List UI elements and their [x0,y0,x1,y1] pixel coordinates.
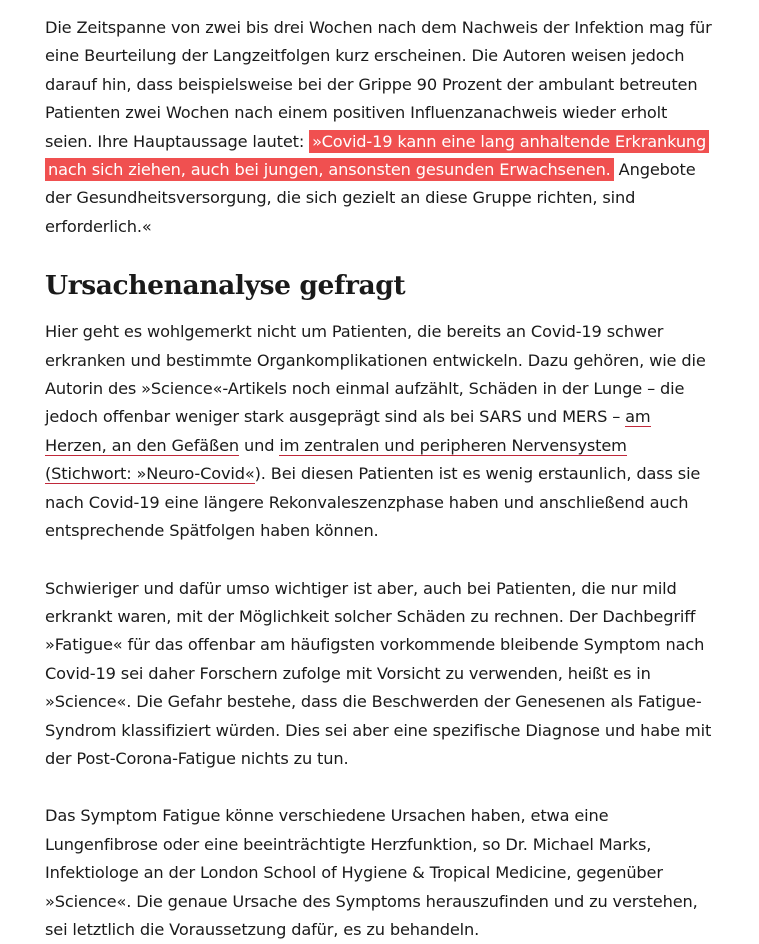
link-heart-vessels[interactable]: am Herzen, an den Gefäßen [45,407,651,455]
paragraph-intro-tail: Angebote der Gesundheitsversorgung, die sich gezielt an diese Gruppe richten, sind erforderlich.« [45,160,696,236]
highlighted-quote[interactable]: »Covid-19 kann eine lang anhaltende Erkrankung nach sich ziehen, auch bei jungen, ansonsten gesunden Erwachsenen. [45,130,709,181]
paragraph-organ-damage-text: Hier geht es wohlgemerkt nicht um Patienten, die bereits an Covid-19 schwer erkranken und bestimmte Organkomplikationen entwickeln. Dazu gehören, wie die Autorin des »Science«-Artikels noch einmal aufzählt, Schäden in der Lunge – die jedoch offenbar weniger stark ausgeprägt sind als bei SARS und MERS – [45,322,706,427]
paragraph-fatigue: Schwieriger und dafür umso wichtiger ist aber, auch bei Patienten, die nur mild erkrankt waren, mit der Möglichkeit solcher Schäden zu rechnen. Der Dachbegriff »Fatigue« für das offenbar am häufigsten vorkommende bleibende Symptom nach Covid-19 sei daher Forschern zufolge mit Vorsicht zu verwenden, heißt es in »Science«. Die Gefahr bestehe, dass die Beschwerden der Genesenen als Fatigue-Syndrom klassifiziert würden. Dies sei aber eine spezifische Diagnose und habe mit der Post-Corona-Fatigue nichts zu tun. [45,578,712,768]
link-nervous-system[interactable]: im zentralen und peripheren Nervensystem (Stichwort: »Neuro-Covid« [45,435,627,484]
article-body [45,14,715,944]
paragraph-intro-text: Die Zeitspanne von zwei bis drei Wochen nach dem Nachweis der Infektion mag für eine Beurteilung der Langzeitfolgen kurz erscheinen. Die Autoren weisen jedoch darauf hin, dass beispielsweise bei der Grippe 90 Prozent der ambulant betreuten Patienten zwei Wochen nach einem positiven Influenzanachweis wieder erholt seien. Ihre Hauptaussage lautet: [45,18,712,151]
paragraph-organ-damage-and: und [239,435,280,455]
paragraph-organ-damage [45,318,715,545]
paragraph-intro [45,14,715,241]
paragraph-causes: Das Symptom Fatigue könne verschiedene Ursachen haben, etwa eine Lungenfibrose oder eine beeinträchtigte Herzfunktion, so Dr. Michael Marks, Infektiologe an der London School of Hygiene & Tropical Medicine, gegenüber »Science«. Die genaue Ursache des Symptoms herauszufinden und zu verstehen, sei letztlich die Voraussetzung dafür, es zu behandeln. [45,806,698,939]
paragraph-organ-damage-tail: ). Bei diesen Patienten ist es wenig erstaunlich, dass sie nach Covid-19 eine längere Rekonvaleszenzphase haben und anschließend auch entsprechende Spätfolgen haben können. [45,464,701,541]
section-heading: Ursachenanalyse gefragt [45,270,406,302]
